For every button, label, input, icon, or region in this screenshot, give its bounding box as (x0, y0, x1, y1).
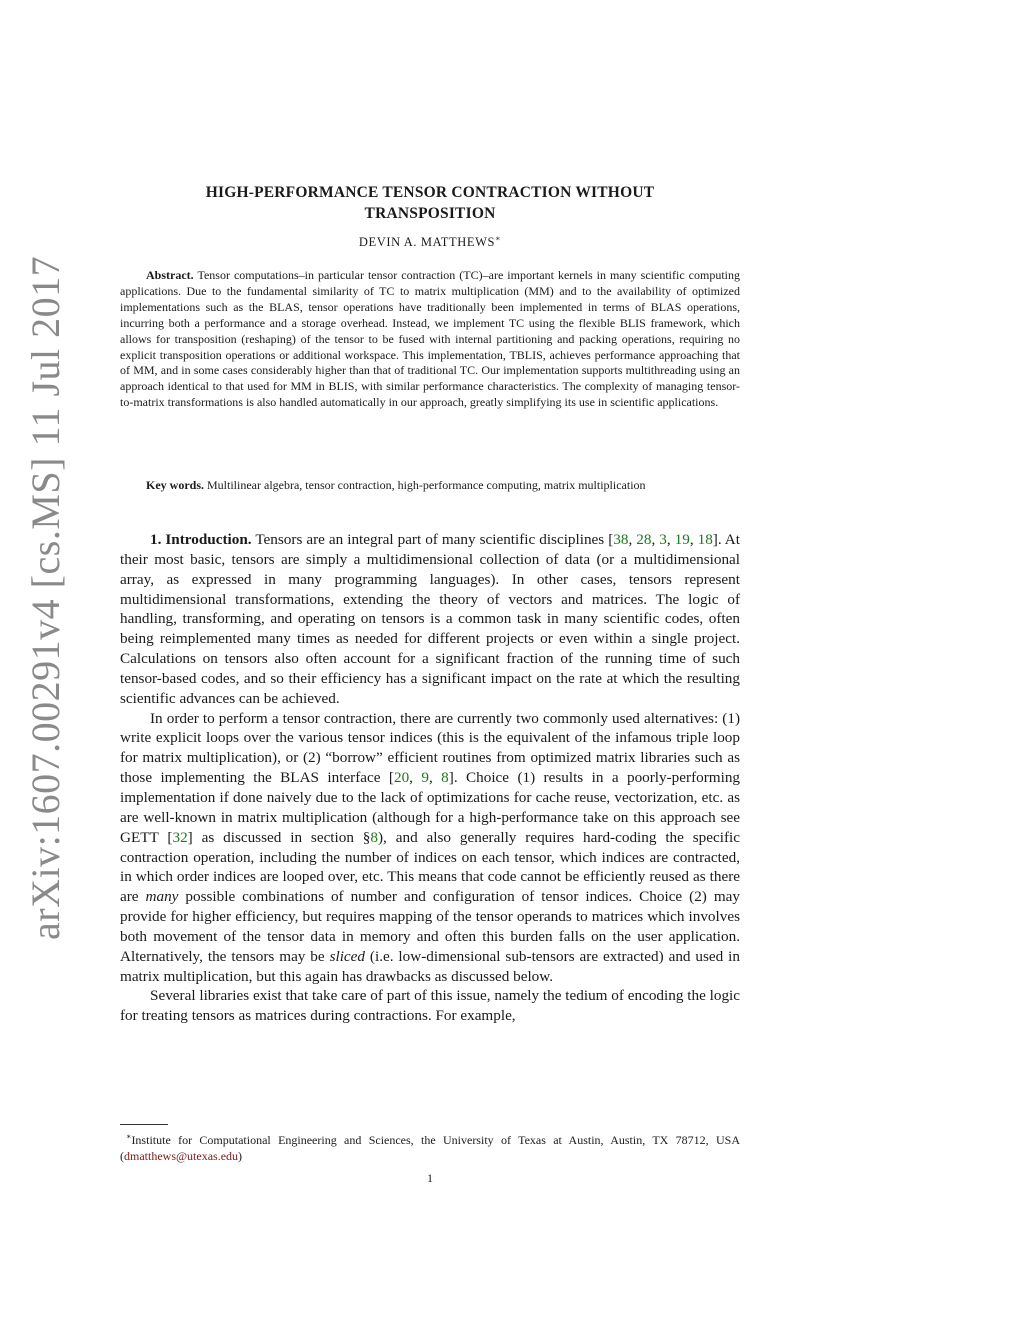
emphasis: sliced (329, 947, 365, 965)
title-line-2: TRANSPOSITION (364, 205, 496, 222)
arxiv-identifier: arXiv:1607.00291v4 [cs.MS] 11 Jul 2017 (23, 255, 68, 940)
paper-title (120, 182, 740, 224)
emphasis: many (145, 888, 179, 906)
text-run: , (666, 531, 675, 548)
footnote-text: Institute for Computational Engineering and Sciences, the University of Texas at Austin, Austin, TX 78712, USA ( (120, 1133, 740, 1163)
text-run: possible combinations of number and configuration of tensor indices. Choice (2) may provide for higher efficiency, but requires mapping of the tensor operands to matrices which involves both movement of the tensor data in memory and often this burden falls on the user application. Alternatively, the tensors may be (120, 888, 740, 965)
keywords-text: Multilinear algebra, tensor contraction, high-performance computing, matrix multiplication (207, 478, 646, 492)
citation-link[interactable]: 38 (613, 531, 629, 548)
intro-paragraph-3: Several libraries exist that take care of part of this issue, namely the tedium of encoding the logic for treating tensors as matrices during contractions. For example, (120, 987, 740, 1025)
text-run: , (689, 531, 698, 548)
citation-link[interactable]: 28 (636, 531, 652, 548)
citation-link[interactable]: 3 (659, 531, 667, 548)
footnote-close: ) (238, 1149, 243, 1163)
footnote-divider (120, 1124, 168, 1125)
citation-link[interactable]: 8 (441, 769, 449, 787)
email-link[interactable]: dmatthews@utexas.edu (124, 1149, 239, 1163)
intro-paragraph-1 (120, 530, 740, 709)
footnote (120, 1129, 740, 1164)
text-run: ]. At their most basic, tensors are simply a multidimensional collection of data (or a multidimensional array, as expressed in many programming languages). In other cases, tensors represent multidimensional transformations, extending the theory of vectors and matrices. The logic of handling, transforming, and operating on tensors is a common task in many scientific codes, often being reimplemented many times as needed for different projects or even within a single project. Calculations on tensors also often account for a significant fraction of the running time of such tensor-based codes, and so their efficiency has a significant impact on the rate at which the resulting scientific advances can be achieved. (120, 531, 740, 707)
author (120, 234, 740, 250)
citation-link[interactable]: 19 (674, 531, 690, 548)
abstract (120, 268, 740, 411)
text-run: , (628, 531, 637, 548)
intro-paragraph-2 (120, 709, 740, 987)
footnote-mark: ∗ (126, 1132, 132, 1141)
keywords (120, 478, 740, 494)
section-link[interactable]: 8 (370, 828, 378, 846)
abstract-label: Abstract. (146, 268, 194, 282)
text-run: ), and also generally requires hard-coding the specific contraction operation, including the number of indices on each tensor, which indices are contracted, in which order indices are looped over, etc. This means that code cannot be efficiently reused as there are (120, 828, 740, 906)
citation-link[interactable]: 32 (172, 828, 188, 846)
text-run: ]. Choice (1) results in a poorly-performing implementation if done naively due to the lack of optimizations for cache reuse, vectorization, etc. as are well-known in matrix multiplication (although for a high-performance take on this approach see GETT [ (120, 769, 741, 846)
keywords-label: Key words. (146, 478, 204, 492)
text-run: , (409, 769, 422, 787)
text-run: In order to perform a tensor contraction, there are currently two commonly used alternatives: (1) write explicit loops over the various tensor indices (this is the equivalent of the infamous triple loop for matrix multiplication), or (2) “borrow” efficient routines from optimized matrix libraries such as those implementing the BLAS interface [ (120, 709, 740, 787)
text-run: , (428, 769, 442, 787)
title-line-1: HIGH-PERFORMANCE TENSOR CONTRACTION WITHOUT (205, 184, 655, 201)
author-name: DEVIN A. MATTHEWS (358, 235, 496, 250)
page-number: 1 (427, 1171, 433, 1185)
text-run: (i.e. low-dimensional sub-tensors are extracted) and used in matrix multiplication, but this again has drawbacks as discussed below. (120, 947, 740, 985)
author-footnote-mark[interactable]: ∗ (495, 234, 502, 243)
section-heading: 1. Introduction. (150, 531, 252, 548)
text-run: , (651, 531, 660, 548)
citation-link[interactable]: 18 (697, 531, 713, 548)
text-run: Tensors are an integral part of many scientific disciplines [ (255, 531, 614, 548)
introduction-section (120, 530, 740, 1026)
abstract-text: Tensor computations–in particular tensor contraction (TC)–are important kernels in many scientific computing applications. Due to the fundamental similarity of TC to matrix multiplication (MM) and to the availability of optimized implementations such as the BLAS, tensor operations have traditionally been implemented in terms of BLAS operations, incurring both a performance and a storage overhead. Instead, we implement TC using the flexible BLIS framework, which allows for transposition (reshaping) of the tensor to be fused with internal partitioning and packing operations, requiring no explicit transposition operations or additional workspace. This implementation, TBLIS, achieves performance approaching that of MM, and in some cases considerably higher than that of traditional TC. Our implementation supports multithreading using an approach identical to that used for MM in BLIS, with similar performance characteristics. The complexity of managing tensor-to-matrix transformations is also handled automatically in our approach, greatly simplifying its use in scientific applications. (120, 268, 740, 410)
citation-link[interactable]: 9 (421, 769, 429, 787)
citation-link[interactable]: 20 (393, 769, 410, 787)
text-run: ] as discussed in section § (187, 828, 371, 846)
